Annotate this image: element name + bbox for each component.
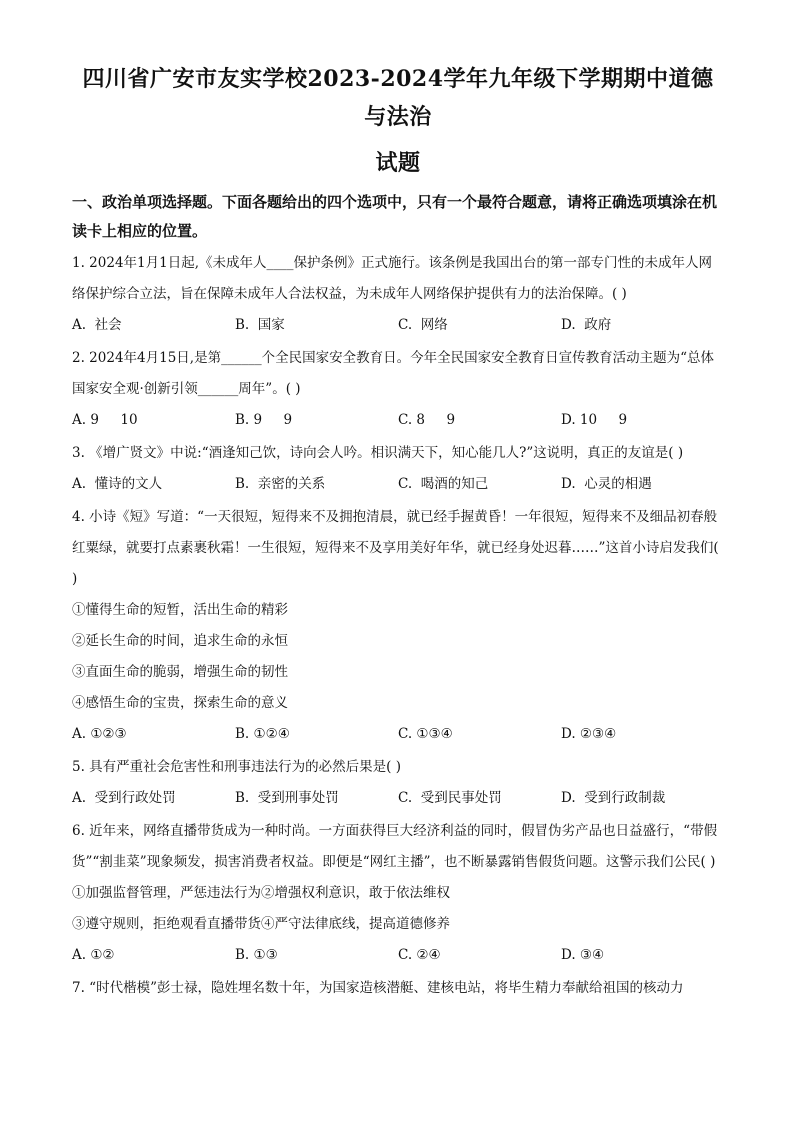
option-d: D. ②③④ [561, 726, 617, 742]
option-row [72, 405, 724, 436]
title-line-2: 试题 [375, 150, 421, 176]
section-heading: 一、政治单项选择题。下面各题给出的四个选项中，只有一个最符合题意，请将正确选项填涂在机读卡上相应的位置。 [72, 193, 718, 240]
question-stem: 3. 《增广贤文》中说:“酒逢知己饮，诗向会人吟。相识满天下，知心能几人?”这说明，真正的友谊是( ) [72, 445, 684, 461]
statement-line-2: ③遵守规则，拒绝观看直播带货④严守法律底线，提高道德修养 [72, 916, 450, 932]
question-4 [72, 502, 724, 750]
question-stem: 1. 2024年1月1日起,《未成年人____保护条例》正式施行。该条例是我国出台的第一部专门性的未成年人网络保护综合立法，旨在保障未成年人合法权益，为未成年人网络保护提供有力的法治保障。( ) [72, 255, 712, 302]
option-d: D. ③④ [561, 947, 605, 963]
option-row [72, 310, 724, 341]
question-stem: 2. 2024年4月15日,是第______个全民国家安全教育日。今年全民国家安全教育日宣传教育活动主题为“总体国家安全观·创新引领______周年”。( ) [72, 350, 714, 397]
option-b: B. ①③ [235, 947, 278, 963]
option-a: A. 受到行政处罚 [72, 790, 176, 806]
option-row [72, 783, 724, 814]
question-stem: 6. 近年来，网络直播带货成为一种时尚。一方面获得巨大经济利益的同时，假冒伪劣产品也日益盛行，“带假货”“割韭菜”现象频发，损害消费者权益。即便是“网红主播”，也不断暴露销售假货问题。这警示我们公民( ) [72, 823, 718, 870]
option-row [72, 719, 724, 750]
option-a: A. ①②③ [72, 726, 127, 742]
option-a: A. 9 10 [72, 412, 138, 428]
question-7 [72, 973, 724, 1004]
question-1 [72, 248, 724, 341]
statement-3: ③直面生命的脆弱，增强生命的韧性 [72, 664, 288, 680]
option-a: A. 社会 [72, 317, 122, 333]
option-c: C. 网络 [398, 317, 448, 333]
statement-line-1: ①加强监督管理，严惩违法行为②增强权利意识，敢于依法维权 [72, 885, 450, 901]
option-b: B. ①②④ [235, 726, 290, 742]
option-b: B. 国家 [235, 317, 285, 333]
option-b: B. 受到刑事处罚 [235, 790, 339, 806]
option-a: A. 懂诗的文人 [72, 476, 163, 492]
statement-1: ①懂得生命的短暂，活出生命的精彩 [72, 602, 288, 618]
question-stem: 7. “时代楷模”彭士禄，隐姓埋名数十年，为国家造核潜艇、建核电站，将毕生精力奉献给祖国的核动力 [72, 980, 684, 996]
question-3 [72, 438, 724, 500]
option-d: D. 心灵的相遇 [561, 476, 652, 492]
option-a: A. ①② [72, 947, 115, 963]
option-row [72, 469, 724, 500]
option-d: D. 10 9 [561, 412, 628, 428]
option-c: C. 8 9 [398, 412, 456, 428]
option-c: C. ②④ [398, 947, 441, 963]
statement-2: ②延长生命的时间，追求生命的永恒 [72, 633, 288, 649]
question-stem: 4. 小诗《短》写道：“一天很短，短得来不及拥抱清晨，就已经手握黄昏！一年很短，短得来不及细品初春般红粟绿，就要打点素裹秋霜！一生很短，短得来不及享用美好年华，就已经身处迟暮……”这首小诗启发我们( ) [72, 509, 719, 587]
option-c: C. 受到民事处罚 [398, 790, 502, 806]
question-5 [72, 752, 724, 814]
question-6 [72, 816, 724, 971]
option-row [72, 940, 724, 971]
question-stem: 5. 具有严重社会危害性和刑事违法行为的必然后果是( ) [72, 759, 401, 775]
option-b: B. 亲密的关系 [235, 476, 326, 492]
question-2 [72, 343, 724, 436]
page-title [72, 60, 724, 182]
option-c: C. ①③④ [398, 726, 453, 742]
option-d: D. 政府 [561, 317, 612, 333]
option-d: D. 受到行政制裁 [561, 790, 666, 806]
option-c: C. 喝酒的知己 [398, 476, 489, 492]
title-line-1: 四川省广安市友实学校2023-2024学年九年级下学期期中道德与法治 [82, 66, 714, 130]
option-b: B. 9 9 [235, 412, 293, 428]
statement-4: ④感悟生命的宝贵，探索生命的意义 [72, 695, 288, 711]
